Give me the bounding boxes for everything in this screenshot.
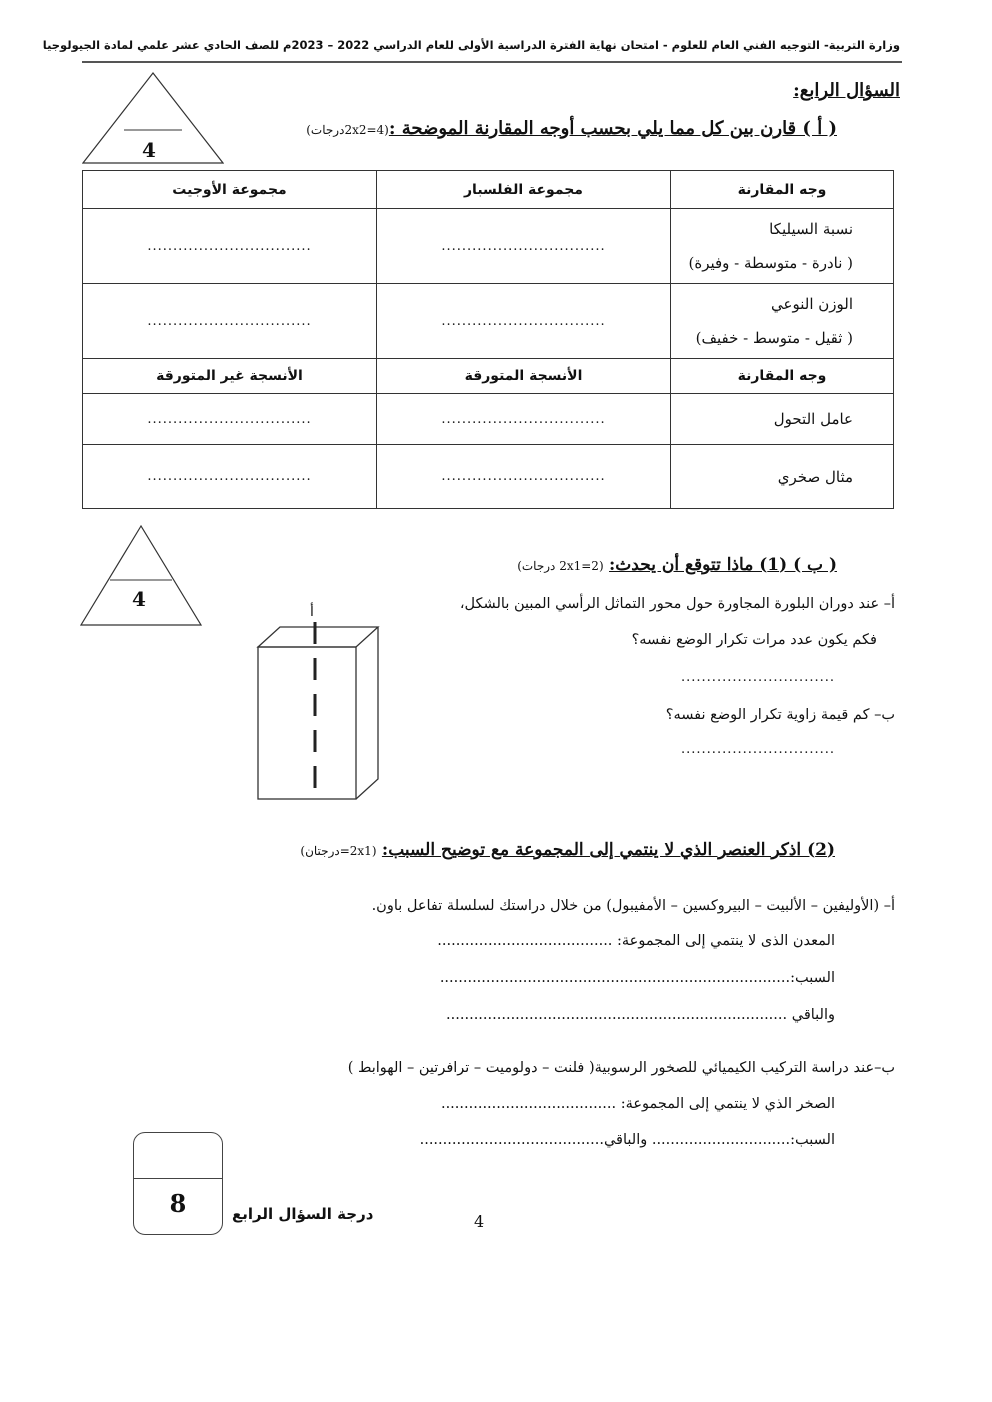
- answer-blank[interactable]: ................................: [83, 209, 377, 284]
- part-b1-marks: (2x1=2 درجات): [517, 559, 604, 573]
- question-title: السؤال الرابع:: [793, 80, 900, 101]
- total-score: 8: [169, 1189, 187, 1218]
- score-triangle-a: [82, 72, 224, 164]
- answer-blank[interactable]: ................................: [377, 284, 671, 359]
- total-score-box: [133, 1132, 223, 1235]
- exam-header: وزارة التربية- التوجيه الفني العام للعلوم - امتحان نهاية الفترة الدراسية الأولى للعام الدراسي 2022 – 2023م للصف الحادي عشر علمي لمادة الجيولوجيا: [42, 38, 900, 52]
- part-b2-heading: [300, 840, 835, 860]
- row-label: نسبة السيليكا: [769, 220, 853, 238]
- answer-line[interactable]: السبب:.............................. والباقي........................................: [419, 1132, 835, 1148]
- table-row-label: [671, 284, 894, 359]
- part-b1-heading: [517, 555, 837, 575]
- axis-label: أ: [310, 604, 314, 620]
- answer-blank[interactable]: ................................: [83, 284, 377, 359]
- table-header: الأنسجة غير المتورقة: [83, 359, 377, 394]
- score-triangle-b: [80, 525, 202, 627]
- answer-line[interactable]: السبب:............................................................................: [439, 970, 835, 986]
- row-options: ( نادرة - متوسطة - وفيرة): [688, 254, 853, 272]
- table-row-label: [671, 209, 894, 284]
- table-header: وجه المقارنة: [671, 359, 894, 394]
- row-options: ( ثقيل - متوسط - خفيف): [695, 329, 853, 347]
- score-label: درجة السؤال الرابع: [232, 1205, 374, 1223]
- question-text: فكم يكون عدد مرات تكرار الوضع نفسه؟: [631, 632, 877, 648]
- answer-blank[interactable]: ................................: [377, 209, 671, 284]
- answer-line[interactable]: الصخر الذي لا ينتمي إلى المجموعة: ......................................: [440, 1096, 835, 1112]
- part-b2-marks: (2x1=درجتان): [300, 844, 377, 858]
- answer-blank[interactable]: ..............................: [681, 670, 835, 685]
- row-label: مثال صخري: [671, 445, 894, 509]
- score-value: 4: [142, 138, 156, 162]
- part-b1-title: ( ب ) (1) ماذا تتوقع أن يحدث:: [609, 555, 837, 575]
- row-label: عامل التحول: [671, 394, 894, 445]
- part-a-title: ( أ ) قارن بين كل مما يلي بحسب أوجه المقارنة الموضحة :: [388, 118, 837, 139]
- question-text: ب–عند دراسة التركيب الكيميائي للصخور الرسوبية( فلنت – دولوميت – ترافرتين – الهوابط ): [347, 1060, 895, 1076]
- question-text: أ– عند دوران البلورة المجاورة حول محور التماثل الرأسي المبين بالشكل،: [459, 596, 895, 612]
- answer-blank[interactable]: ................................: [377, 394, 671, 445]
- row-label: الوزن النوعي: [771, 295, 853, 313]
- part-a-marks: (2x2=4درجات): [306, 123, 389, 137]
- page-number: 4: [474, 1212, 485, 1231]
- table-header: مجموعة الفلسبار: [377, 171, 671, 209]
- question-text: ب– كم قيمة زاوية تكرار الوضع نفسه؟: [665, 707, 895, 723]
- table-header: مجموعة الأوجيت: [83, 171, 377, 209]
- part-b2-title: (2) اذكر العنصر الذي لا ينتمي إلى المجموعة مع توضيح السبب:: [381, 840, 835, 860]
- header-divider: [82, 61, 902, 63]
- part-a-heading: [306, 118, 837, 139]
- table-header: وجه المقارنة: [671, 171, 894, 209]
- answer-line[interactable]: والباقي ..........................................................................: [446, 1007, 835, 1023]
- score-value: 4: [132, 587, 146, 611]
- answer-blank[interactable]: ..............................: [681, 742, 835, 757]
- answer-line[interactable]: المعدن الذى لا ينتمي إلى المجموعة: ......................................: [437, 933, 835, 949]
- table-header: الأنسجة المتورقة: [377, 359, 671, 394]
- question-text: أ– (الأوليفين – الألبيت – البيروكسين – الأمفيبول) من خلال دراستك لسلسلة تفاعل باون.: [371, 898, 895, 914]
- answer-blank[interactable]: ................................: [377, 445, 671, 509]
- crystal-prism-figure: [250, 622, 385, 804]
- answer-blank[interactable]: ................................: [83, 394, 377, 445]
- comparison-table: [82, 170, 894, 509]
- answer-blank[interactable]: ................................: [83, 445, 377, 509]
